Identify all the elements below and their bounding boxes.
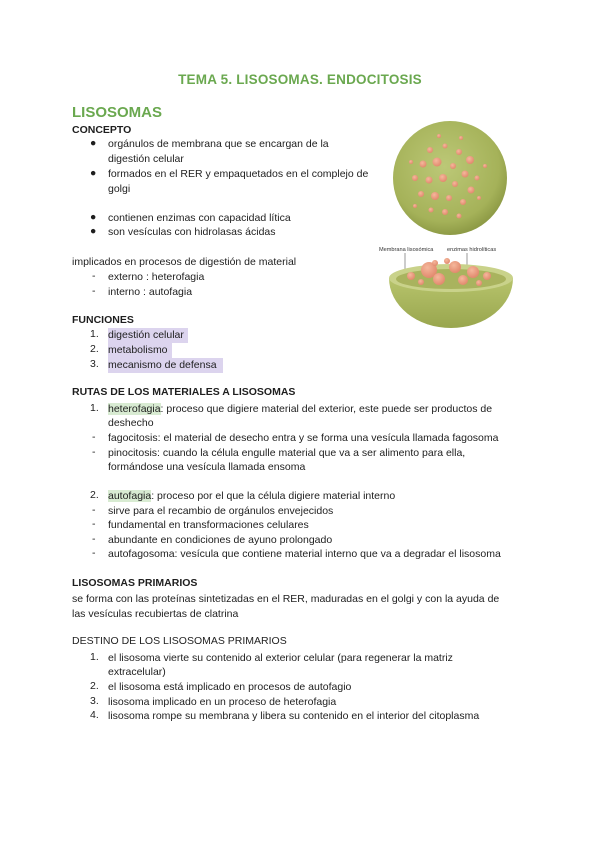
concepto-intro: implicados en procesos de digestión de material (72, 256, 297, 268)
dash-marker: - (92, 518, 96, 530)
list-item-cont: formándose una vesícula llamada ensoma (108, 461, 306, 473)
bullet-marker: ● (90, 211, 97, 223)
rutas-heading: RUTAS DE LOS MATERIALES A LISOSOMAS (72, 386, 296, 398)
list-item: metabolismo (108, 343, 172, 358)
list-item: lisosoma rompe su membrana y libera su contenido en el interior del citoplasma (108, 710, 480, 722)
bullet-marker: ● (90, 167, 97, 179)
list-item: digestión celular (108, 328, 188, 343)
list-item-cont: extracelular) (108, 666, 166, 678)
lysosome-cross-section (389, 258, 513, 328)
bullet-marker: ● (90, 137, 97, 149)
heterofagia-def: : proceso que digiere material del exterior, este puede ser productos de (160, 403, 493, 415)
number-marker: 2. (90, 680, 99, 692)
list-item: lisosoma implicado en un proceso de heterofagia (108, 696, 337, 708)
list-item (108, 402, 528, 417)
number-marker: 2. (90, 489, 99, 501)
list-item: son vesículas con hidrolasas ácidas (108, 226, 276, 238)
dash-marker: - (92, 446, 96, 458)
list-item (108, 489, 528, 504)
number-marker: 1. (90, 402, 99, 414)
list-item: autofagosoma: vesícula que contiene material interno que va a degradar el lisosoma (108, 548, 501, 560)
heterofagia-term: heterofagia (108, 403, 161, 415)
dash-marker: - (92, 285, 96, 297)
dash-marker: - (92, 270, 96, 282)
dash-marker: - (92, 547, 96, 559)
list-item: el lisosoma vierte su contenido al exterior celular (para regenerar la matriz (108, 652, 453, 664)
list-item-cont: digestión celular (108, 153, 184, 165)
section-title: LISOSOMAS (72, 104, 163, 121)
dash-marker: - (92, 533, 96, 545)
primarios-heading: LISOSOMAS PRIMARIOS (72, 577, 198, 589)
lysosome-sphere (393, 121, 507, 235)
list-item: sirve para el recambio de orgánulos envejecidos (108, 505, 334, 517)
list-item: formados en el RER y empaquetados en el complejo de (108, 168, 369, 180)
list-item: interno : autofagia (108, 286, 193, 298)
list-item: orgánulos de membrana que se encargan de la (108, 138, 329, 150)
number-marker: 2. (90, 343, 99, 355)
number-marker: 3. (90, 695, 99, 707)
number-marker: 1. (90, 651, 99, 663)
list-item: fagocitosis: el material de desecho entra y se forma una vesícula llamada fagosoma (108, 432, 499, 444)
lysosome-figure (375, 120, 515, 335)
autofagia-def: : proceso por el que la célula digiere material interno (151, 490, 396, 502)
enzymes-label: enzimas hidrolíticas (447, 247, 497, 253)
list-item: contienen enzimas con capacidad lítica (108, 212, 291, 224)
autofagia-term: autofagia (108, 490, 152, 502)
list-item: el lisosoma está implicado en procesos de autofagio (108, 681, 352, 693)
page-title: TEMA 5. LISOSOMAS. ENDOCITOSIS (178, 72, 422, 87)
dash-marker: - (92, 504, 96, 516)
number-marker: 4. (90, 709, 99, 721)
destino-heading: DESTINO DE LOS LISOSOMAS PRIMARIOS (72, 635, 287, 647)
list-item: externo : heterofagia (108, 271, 205, 283)
number-marker: 1. (90, 328, 99, 340)
list-item: abundante en condiciones de ayuno prolongado (108, 534, 333, 546)
membrane-label: Membrana lisosómica (379, 247, 434, 253)
list-item: pinocitosis: cuando la célula engulle material que va a ser alimento para ella, (108, 447, 466, 459)
number-marker: 3. (90, 358, 99, 370)
dash-marker: - (92, 431, 96, 443)
list-item: fundamental en transformaciones celulares (108, 519, 309, 531)
list-item: mecanismo de defensa (108, 358, 223, 373)
list-item-cont: golgi (108, 183, 131, 195)
list-item-cont: deshecho (108, 417, 154, 429)
bullet-marker: ● (90, 225, 97, 237)
primarios-line: se forma con las proteínas sintetizadas en el RER, maduradas en el golgi y con la ayuda de (72, 593, 500, 605)
concepto-heading: CONCEPTO (72, 124, 132, 136)
primarios-line: las vesículas recubiertas de clatrina (72, 608, 239, 620)
funciones-heading: FUNCIONES (72, 314, 134, 326)
